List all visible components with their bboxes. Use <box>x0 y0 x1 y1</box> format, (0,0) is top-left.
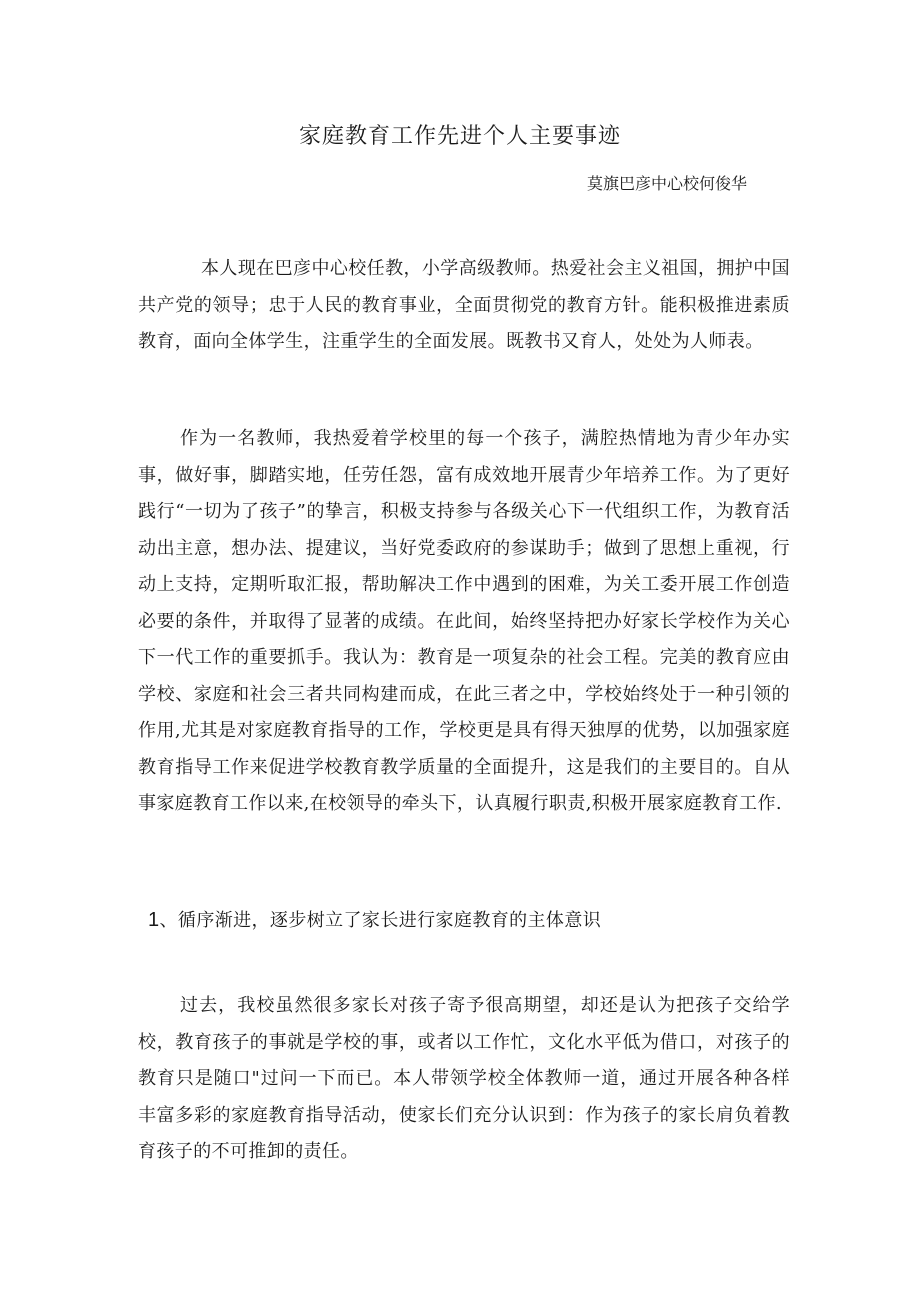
section-number: 1 <box>148 909 160 931</box>
paragraph-past: 过去，我校虽然很多家长对孩子寄予很高期望，却还是认为把孩子交给学校，教育孩子的事就是学校的事，或者以工作忙，文化水平低为借口，对孩子的教育只是随口"过问一下而已。本人带领学校全体教师一道，通过开展各种各样丰富多彩的家庭教育指导活动，使家长们充分认识到：作为孩子的家长肩负着教育孩子的不可推卸的责任。 <box>138 995 790 1162</box>
section-title: 、循序渐进，逐步树立了家长进行家庭教育的主体意识 <box>159 910 602 931</box>
author-line: 莫旗巴彦中心校何俊华 <box>587 174 748 193</box>
paragraph-intro: 本人现在巴彦中心校任教，小学高级教师。热爱社会主义祖国，拥护中国共产党的领导；忠于人民的教育事业，全面贯彻党的教育方针。能积极推进素质教育，面向全体学生，注重学生的全面发展。既教书又育人，处处为人师表。 <box>138 258 790 352</box>
section-heading <box>148 902 601 939</box>
document-title: 家庭教育工作先进个人主要事迹 <box>298 124 621 149</box>
paragraph-teaching: 作为一名教师，我热爱着学校里的每一个孩子，满腔热情地为青少年办实事，做好事，脚踏实地，任劳任怨，富有成效地开展青少年培养工作。为了更好践行“一切为了孩子”的挚言，积极支持参与各级关心下一代组织工作，为教育活动出主意，想办法、提建议，当好党委政府的参谋助手；做到了思想上重视，行动上支持，定期听取汇报，帮助解决工作中遇到的困难，为关工委开展工作创造必要的条件，并取得了显著的成绩。在此间，始终坚持把办好家长学校作为关心下一代工作的重要抓手。我认为：教育是一项复杂的社会工程。完美的教育应由学校、家庭和社会三者共同构建而成，在此三者之中，学校始终处于一种引领的作用,尤其是对家庭教育指导的工作，学校更是具有得天独厚的优势，以加强家庭教育指导工作来促进学校教育教学质量的全面提升，这是我们的主要目的。自从事家庭教育工作以来,在校领导的牵头下，认真履行职责,积极开展家庭教育工作. <box>138 428 790 814</box>
